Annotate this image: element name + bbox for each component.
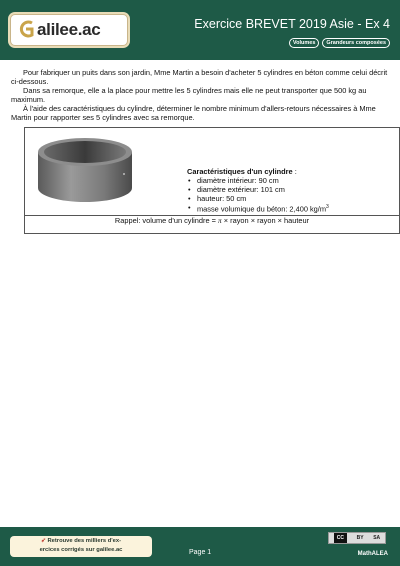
promo-line-2: ercices corrigés sur galilee.ac	[39, 547, 123, 553]
density-exponent: 3	[326, 204, 329, 210]
header-bar	[0, 0, 400, 60]
times-symbol: ×	[221, 216, 231, 225]
rocket-icon: ➶	[40, 538, 46, 544]
characteristics-title-colon: :	[292, 167, 297, 176]
list-item-density	[187, 203, 329, 213]
rayon-word: rayon	[230, 216, 249, 225]
rayon-word: rayon	[257, 216, 276, 225]
reminder-prefix: Rappel: volume d'un cylindre =	[114, 216, 218, 225]
characteristics-title: Caractéristiques d'un cylindre	[187, 167, 293, 176]
concrete-cylinder-image	[30, 130, 140, 214]
logo-text: alilee.ac	[37, 20, 101, 39]
list-item: • diamètre extérieur: 101 cm	[187, 185, 329, 194]
license-by: BY	[356, 535, 364, 541]
density-label: masse volumique du béton: 2,400 kg/m	[197, 204, 327, 214]
mathalea-brand: MathALEA	[357, 551, 388, 557]
exercise-title: Exercice BREVET 2019 Asie - Ex 4	[194, 17, 390, 31]
promo-link[interactable]	[10, 536, 152, 557]
list-item: • diamètre intérieur: 90 cm	[187, 176, 329, 185]
paragraph-3: À l'aide des caractéristiques du cylindre, déterminer le nombre minimum d'allers-retours nécessaires à Mme Martin pour rapporter ses 5 cylindres avec sa remorque.	[11, 104, 376, 122]
paragraph-2: Dans sa remorque, elle a la place pour mettre les 5 cylindres mais elle ne peut transporter que 500 kg au maximum.	[11, 86, 367, 104]
exercise-statement	[11, 68, 389, 122]
footer-bar	[0, 527, 400, 566]
license-badge[interactable]	[328, 532, 386, 544]
characteristics-list	[187, 176, 329, 213]
paragraph-1: Pour fabriquer un puits dans son jardin, Mme Martin a besoin d'acheter 5 cylindres en béton comme celui décrit ci-dessous.	[11, 68, 388, 86]
promo-line-1: Retrouve des milliers d'ex-	[47, 538, 122, 544]
galilee-g-icon	[17, 19, 35, 39]
galilee-logo[interactable]	[10, 14, 128, 46]
list-item: • hauteur: 50 cm	[187, 194, 329, 203]
pi-symbol: π	[218, 216, 222, 225]
page-number: Page 1	[189, 549, 212, 556]
tag-list	[289, 38, 390, 48]
volume-reminder	[25, 216, 399, 225]
hauteur-word: hauteur	[284, 216, 310, 225]
times-symbol: ×	[275, 216, 285, 225]
characteristics-box	[24, 127, 400, 234]
times-symbol: ×	[248, 216, 258, 225]
tag-volumes[interactable]: Volumes	[289, 38, 320, 48]
license-sa: SA	[373, 535, 381, 541]
license-cc: CC	[334, 533, 347, 543]
cylinder-characteristics	[187, 167, 329, 213]
tag-grandeurs[interactable]: Grandeurs composées	[322, 38, 390, 48]
